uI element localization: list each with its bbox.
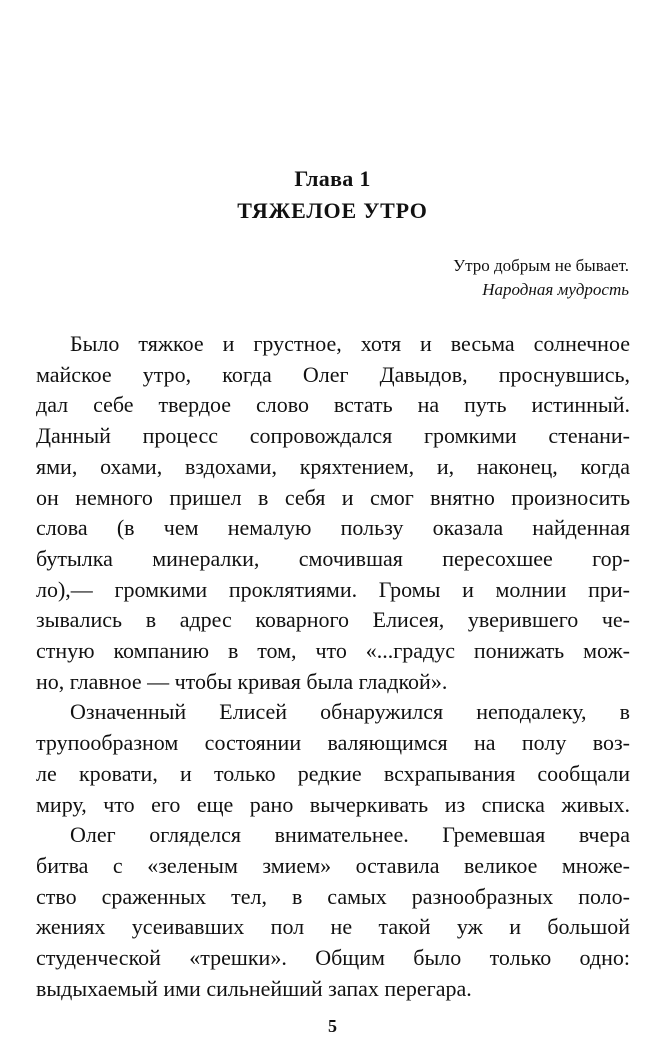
page-number: 5 (328, 1016, 337, 1036)
epigraph (453, 254, 629, 302)
text-line: ло),— громкими проклятиями. Громы и молнии при- (36, 576, 630, 602)
chapter-number: Глава 1 (294, 166, 371, 191)
body-text (36, 329, 630, 1004)
epigraph-text: Утро добрым не бывает. (453, 256, 629, 275)
text-line: выдыхаемый ими сильнейший запах перегара. (36, 975, 472, 1001)
text-line: Данный процесс сопровождался громкими стенани- (36, 423, 630, 449)
text-line: студенческой «трешки». Общим было только одно: (36, 945, 630, 971)
text-line: ство сраженных тел, в самых разнообразных поло- (36, 883, 630, 909)
text-line: бутылка минералки, смочившая пересохшее гор- (36, 545, 630, 571)
chapter-title: ТЯЖЕЛОЕ УТРО (237, 198, 428, 223)
paragraph (36, 820, 630, 1004)
text-line: миру, что его еще рано вычеркивать из списка живых. (36, 791, 630, 817)
text-line: стную компанию в том, что «...градус понижать мож- (36, 638, 630, 664)
text-line: Было тяжкое и грустное, хотя и весьма солнечное (70, 331, 630, 356)
paragraph (36, 697, 630, 820)
text-line: Означенный Елисей обнаружился неподалеку, в (70, 699, 630, 725)
text-line: зывались в адрес коварного Елисея, уверившего че- (36, 607, 630, 633)
text-line: слова (в чем немалую пользу оказала найденная (36, 515, 630, 541)
text-line: Олег огляделся внимательнее. Гремевшая вчера (70, 822, 630, 848)
text-line: он немного пришел в себя и смог внятно произносить (36, 484, 630, 510)
text-line: битва с «зеленым змием» оставила великое множе- (36, 852, 630, 878)
text-line: дал себе твердое слово встать на путь истинный. (36, 392, 630, 418)
text-line: ле кровати, и только редкие всхрапывания сообщали (36, 760, 630, 786)
text-line: жениях усеивавших пол не такой уж и большой (36, 914, 630, 940)
text-line: трупообразном состоянии валяющимся на полу воз- (36, 730, 630, 756)
text-line: майское утро, когда Олег Давыдов, проснувшись, (36, 361, 630, 387)
text-line: но, главное — чтобы кривая была гладкой». (36, 668, 448, 694)
epigraph-source: Народная мудрость (482, 280, 629, 299)
text-line: ями, охами, вздохами, кряхтением, и, наконец, когда (36, 453, 630, 479)
paragraph (36, 329, 630, 697)
